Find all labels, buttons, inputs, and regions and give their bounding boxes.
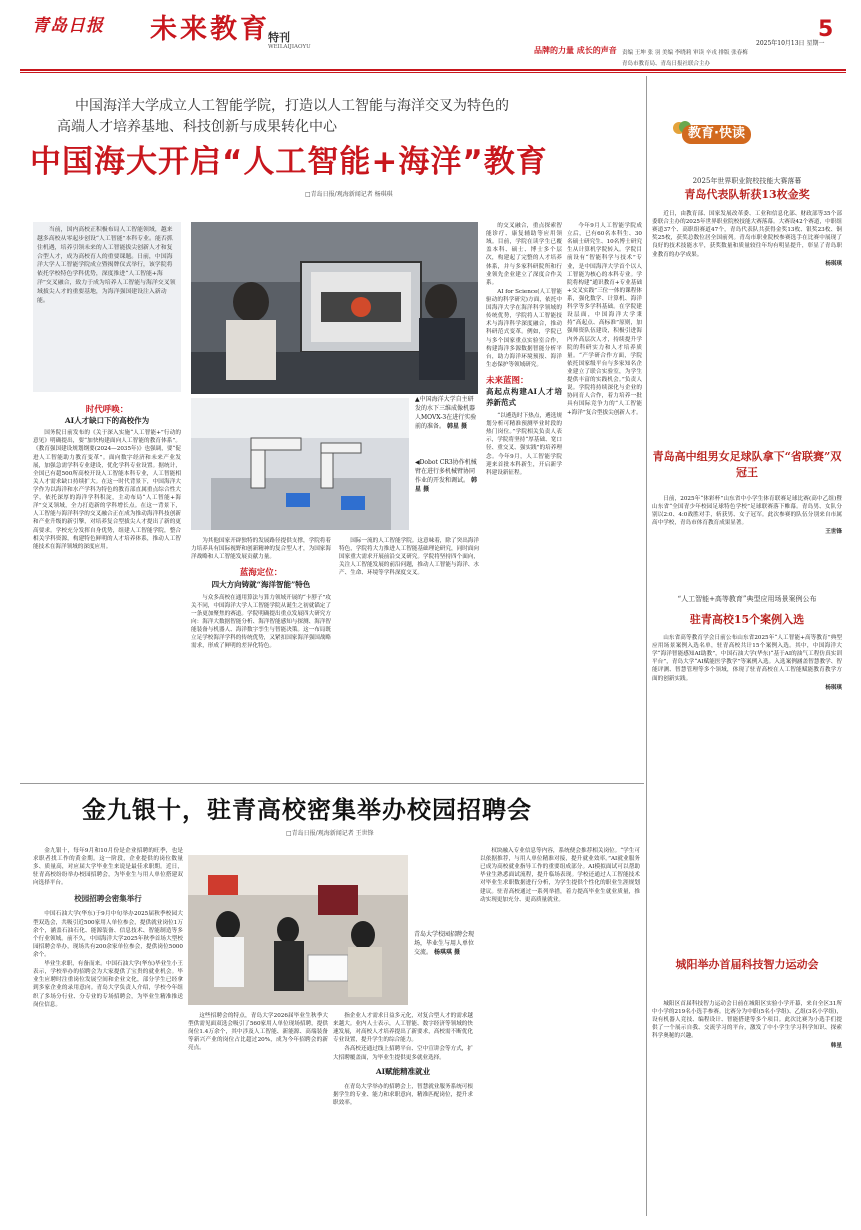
paragraph: 这些招聘会的特点，青岛大学2026届毕业生秋季大型供需见面双选会吸引了560家用人单位现场招聘，提供岗位1.4万余个，其中涉及人工智能、新能源、高端装备等新兴产业的岗位占比超过20%，成为今年招聘会的新亮点。 [188,1013,328,1052]
brief1-body [652,210,842,410]
paragraph: 指企业人才需求日益多元化，对复合型人才的需求越来越大。业内人士表示，人工智能、数字经济等领域的快速发展，对高校人才培养提出了新要求，高校需不断优化专业设置，提升学生的综合能力。 [333,1013,473,1044]
header-rule-thin [20,72,846,73]
paragraph: 为其他国家开辟独特的发展路径提供支撑，学院将着力培养具有国际视野和创新精神的复合型人才，为国家海洋战略和人工智能发展贡献力量。 [191,538,331,561]
photo2-credit: 韩星 摄 [415,477,477,493]
brief1-author: 杨琪琪 [825,260,842,267]
paragraph: “以遴选时下热点，遴选规划分析可精准预测毕业时段的热门岗位。”学院相关负责人表示，学院将坚持“厚基础、宽口径、重交叉、强实践”的培养理念。今年9月，人工智能学院迎来首批本科新生，开启新学科建设新征程。 [486,413,562,476]
story2-column-3 [188,1012,328,1217]
photo-robot-arm [191,398,409,530]
paragraph: 城阳区首届科技智力运动会日前在城阳区实验小学开幕，来自全区31所中小学的219名小选手参赛。比赛分为中职(5名小学组)、乙组(3名小学组)，设有机器人竞技、编程设计、智能搭建等多个项目。此次比赛为小选手们提供了一个展示自我、交流学习的平台，激发了中小学生学习科学知识、探索科学奥秘的兴趣。 [652,1001,842,1040]
paragraph: AI for Science(人工智能驱动的科学研究)方面，依托中国海洋大学在海洋科学领域的传统优势，学院将人工智能技术与海洋科学深度融合，推动科研范式变革。例如，学院已与多个国家重点实验室合作，构建海洋多源数据智能分析平台，助力海洋环境预报、海洋生态保护等领域研究。 [486,288,562,368]
photo-robot-lab-illustration [191,222,478,394]
paragraph: 山东省高等教育学会日前公布山东省2025年“人工智能+高等教育”典型应用场景案例入选名单，驻青高校共计15个案例入选。其中，中国海洋大学“海洋智能感知AI助教”，中国石油大学(华东)“基于AI的油气工程仿真实训平台”，青岛大学“AI赋能医学教学”等案例入选。入选案例涵盖智慧教学、智能评测、智慧管理等多个领域，体现了驻青高校在人工智能赋能教育教学方面的创新实践。 [652,635,842,682]
lead-abstract [33,222,181,392]
special-label: 特刊 [268,31,290,44]
news-brief-badge: 教育·快读 [682,125,751,144]
paragraph: 权块融入专业信息等内容，系统便会推荐相关岗位。“学生可以依据推荐，与用人单位精准对接，提升就业效率。”AI就业服务已成为高校就业指导工作的重要组成部分。AI模拟面试可以帮助毕业生熟悉面试流程，提升临场表现。学校还通过人工智能技术对毕业生求职数据进行分析，为学生提供个性化的职业生涯规划建议。驻青高校通过一系列举措，着力提高毕业生就业质量，推动实现更加充分、更高质量就业。 [480,848,640,903]
brief1-title: 青岛代表队斩获13枚金奖 [684,188,810,201]
section-subheading: AI人才缺口下的高校作为 [64,416,150,426]
photo-robot-lab [191,222,478,394]
story2-column-1 [33,847,183,1217]
section-subheading: 四大方向铸就“海洋智能”特色 [211,579,311,589]
brief1-subtitle: 2025年世界职业院校技能大赛落幕 [692,177,802,185]
photo1-caption [415,395,477,431]
section-pinyin: WEILAIJIAOYU [268,44,311,50]
lead-subtitle-2: 高端人才培养基地、科技创新与成果转化中心 [57,119,337,135]
paragraph: 毕业生求职，有备而来。中国石油大学(华东)毕业生小王表示，学校举办的招聘会为大家提供了宝贵的就业机会。毕业生应聘时注重岗位发展空间和企业文化，部分学生已经拿到多家企业的录用意向。青岛大学负责人介绍，学校今年组织了多场分行业、分专业的专场招聘会，为毕业生精准推送岗位信息。 [33,961,183,1008]
section-heading: 时代呼唤： [85,405,129,415]
brief4-body [652,1000,842,1215]
brief2-author: 王世锋 [825,529,842,536]
paragraph: 各高校还通过线上招聘平台、空中宣讲会等方式，扩大招聘覆盖面，为毕业生提供更多就业选择。 [333,1046,473,1061]
paragraph: 国际一流的人工智能学院。这意味着，除了突出海洋特色，学院将大力推进人工智能基础理论研究，同时面向国家重大需求开展前沿交叉研究。学院将坚持四个面向，关注人工智能发展的前沿问题，推动人工智能与海洋、水产、生命、环境等学科深度交叉。 [339,538,479,577]
staff-credits: 责编 王坤 张 羽 美编 李晓莉 审读 辛戎 排版 张春梅 [622,50,748,56]
section-heading: 蓝海定位： [239,568,283,579]
abstract-text: 当前，国内高校正积极布局人工智能领域，越来越多高校从零起步创设“人工智能”本科专业。能否抓住机遇，培养引领未来的人工智能拔尖创新人才和复合型人才，成为高校育人的重要课题。日前，中国海洋大学人工智能学院成立暨揭牌仪式举行，该学院将依托学校特色学科优势，深度推进“人工智能+海洋”交叉融合，致力于成为培养人工智能与海洋交叉领域拔尖人才的重要基地，为海洋强国建设注入新动能。 [37,227,176,304]
brief2-title: 青岛高中组男女足球队拿下“省联赛”双冠王 [652,450,842,479]
story2-column-5 [480,847,640,1217]
paragraph: 金九银十，每年9月和10月份是企业招聘的旺季，也是求职者找工作的黄金期。这一阶段，企业提供的岗位数量多、质量高，对应届大学毕业生来说是最佳求职期。近日，驻青高校纷纷举办校园招聘会，为毕业生与用人单位搭建双向选择平台。 [33,848,183,887]
paragraph: 的交叉融合，重点探索智能诊疗、康复辅助等应用领域。目前，学院在读学生已覆盖本科、硕士、博士多个层次，构建起了完整的人才培养体系，并与多家科研院所和行业领先企业建立了深度合作关系。 [486,223,562,286]
organizer: 青岛市教育局、青岛日报社联合主办 [622,61,711,67]
paragraph: 国务院日前发布的《关于深入实施“人工智能+”行动的意见》明确提出，要“加快构建面向人工智能的教育体系”。《教育强国建设规划纲要(2024—2035年)》也强调，要“促进人工智能助力教育变革”。面向数字经济和未来产业发展，加强急需学科专业建设，优化学科专业设置。据统计，全国已有超500所高校开设人工智能本科专业，人工智能相关人才需求缺口持续扩大。在这一时代背景下，中国海洋大学作为以海洋和水产学科为特色的教育部直属重点综合性大学，依托深厚的海洋学科积淀，主动布局“人工智能+海洋”交叉领域，全力打造新的学科增长点。在这一背景下，人工智能与海洋科学的交叉融合正在成为推动海洋科技创新和产业升级的新引擎，对培养复合型拔尖人才提出了新的更高要求。学校充分发挥自身优势，组建人工智能学院，整合相关学科资源，构建特色鲜明的人才培养体系，推动人工智能技术在海洋领域的深度应用。 [33,430,181,550]
paragraph: 中国石油大学(华东)于9月中旬举办2025届秋季校园大型双选会，共吸引近500家用人单位参会，提供就业岗位1万余个，涵盖石油石化、能源装备、信息技术、智能制造等多个行业领域。前不久，中国海洋大学2025年秋季首场大型校园招聘会举办，现场共有200余家单位参会，提供岗位5000余个。 [33,911,183,958]
photo-robot-arm-illustration [191,398,409,530]
photo-job-fair-illustration [188,855,408,1005]
story-divider [20,783,644,784]
lead-byline: □青岛日报/观海新闻记者 杨琪琪 [305,191,393,198]
photo3-credit: 杨琪琪 摄 [433,949,461,956]
paragraph: 日前，2025年“体彩杯”山东省中小学生体育联赛足球比赛(高中乙组)暨山东省“全国青少年校园足球特色学校”足球联赛落下帷幕。青岛男、女队分别以2:0、4:0战胜对手，斩获男、女子冠军。此次参赛的队伍分别来自市属高中学校，青岛市体育教育成果显著。 [652,496,842,527]
section-title: 未来教育 [150,14,270,45]
lead-column-5 [567,222,642,778]
section-heading: 校园招聘会密集举行 [74,893,142,903]
paragraph: 在青岛大学举办的招聘会上，智慧就业服务系统可根据学生的专业、能力和求职意向，精准匹配岗位，提升求职效率。 [333,1083,473,1106]
lead-column-1 [33,404,181,778]
issue-date: 2025年10月13日 星期一 [756,40,825,47]
paragraph: 近日，由教育部、国家发展改革委、工业和信息化部、财政部等35个部委联合主办的2025年世界职业院校技能大赛落幕。大赛设42个赛道，中职组赛道37个、高职组赛道47个，青岛代表队共获得金奖13枚、银奖23枚、铜奖25枚，获奖总数位居全国前列。青岛市职业院校参赛选手在比赛中展现了良好的技术技能水平，获奖数量和质量较往年均有明显提升，彰显了青岛职业教育的办学成果。 [652,211,842,258]
brief4-author: 韩星 [830,1042,842,1049]
story2-byline: □青岛日报/观海新闻记者 王世锋 [286,830,374,837]
header-rule [20,69,846,71]
brief3-body [652,634,842,934]
photo3-caption-text: 青岛大学校园招聘会现场，毕业生与用人单位交流。 [414,931,475,956]
photo3-caption [414,930,474,957]
column-divider [646,76,647,1216]
masthead: 青岛日报 [32,16,104,36]
brief4-title: 城阳举办首届科技智力运动会 [675,958,819,971]
paragraph: 今年9月人工智能学院成立后，已有60名本科生、30名硕士研究生、10名博士研究生从计算机学院转入。学院目前设有“智能科学与技术”专业，是中国海洋大学首个以人工智能为核心的本科专业。学院将构建“通识教育+专业基础+交叉实践”三位一体的课程体系，强化数学、计算机、海洋科学等多学科基础。在学院建设层面，中国海洋大学秉持“高起点、高标准”原则，加强师资队伍建设，积极引进海内外高层次人才，持续提升学院的科研实力和人才培养质量。“产学研合作方面，学院依托国家级平台与多家知名企业建立了联合实验室，为学生提供丰富的实践机会。”负责人说。学院将持续深化与企业的协同育人合作，着力培养一批具有国际竞争力的“人工智能+海洋”复合型拔尖创新人才。 [567,223,642,416]
lead-column-3 [339,537,479,777]
story2-headline: 金九银十，驻青高校密集举办校园招聘会 [82,796,532,824]
photo1-credit: 韩星 摄 [446,423,468,430]
brief3-author: 杨琪琪 [825,684,842,691]
brief2-body [652,495,842,585]
story2-column-4 [333,1012,473,1217]
lead-headline: 中国海大开启“人工智能+海洋”教育 [30,144,548,180]
photo2-caption [415,458,477,494]
section-subheading: 高起点构建AI人才培养新范式 [486,387,562,408]
brief3-title: 驻青高校15个案例入选 [689,613,805,626]
lead-column-2 [191,537,331,777]
page-number: 5 [818,17,834,42]
section-heading: AI赋能精准就业 [375,1066,431,1076]
photo2-caption-text: ◀Dobot CR3协作机械臂在进行多机械臂协同作业的开发和调试。 [415,459,477,484]
paragraph: 与众多高校在通用算法与算力领域开展的“卡脖子”攻关不同，中国海洋大学人工智能学院从诞生之初就锚定了一条更加聚焦的赛道。学院明确提出重点发展四大研究方向：海洋大数据智能分析、海洋智能感知与探测、海洋智能装备与机器人、海洋数字孪生与智能决策。这一布局既立足学校海洋学科的传统优势，又紧扣国家海洋强国战略需求，形成了鲜明的差异化特色。 [191,594,331,650]
photo-job-fair [188,855,408,1005]
slogan: 品牌的力量 成长的声音 [534,45,617,55]
lead-column-4 [486,222,562,778]
photo1-caption-text: ▲中国海洋大学自主研发的水下三维成像机器人MOVX-3在进行实验前的准备。 [415,396,477,430]
brief3-subtitle: “人工智能+高等教育”典型应用场景案例公布 [677,595,817,603]
section-heading: 未来蓝图： [486,375,529,386]
lead-subtitle-1: 中国海洋大学成立人工智能学院，打造以人工智能与海洋交叉为特色的 [75,98,509,114]
